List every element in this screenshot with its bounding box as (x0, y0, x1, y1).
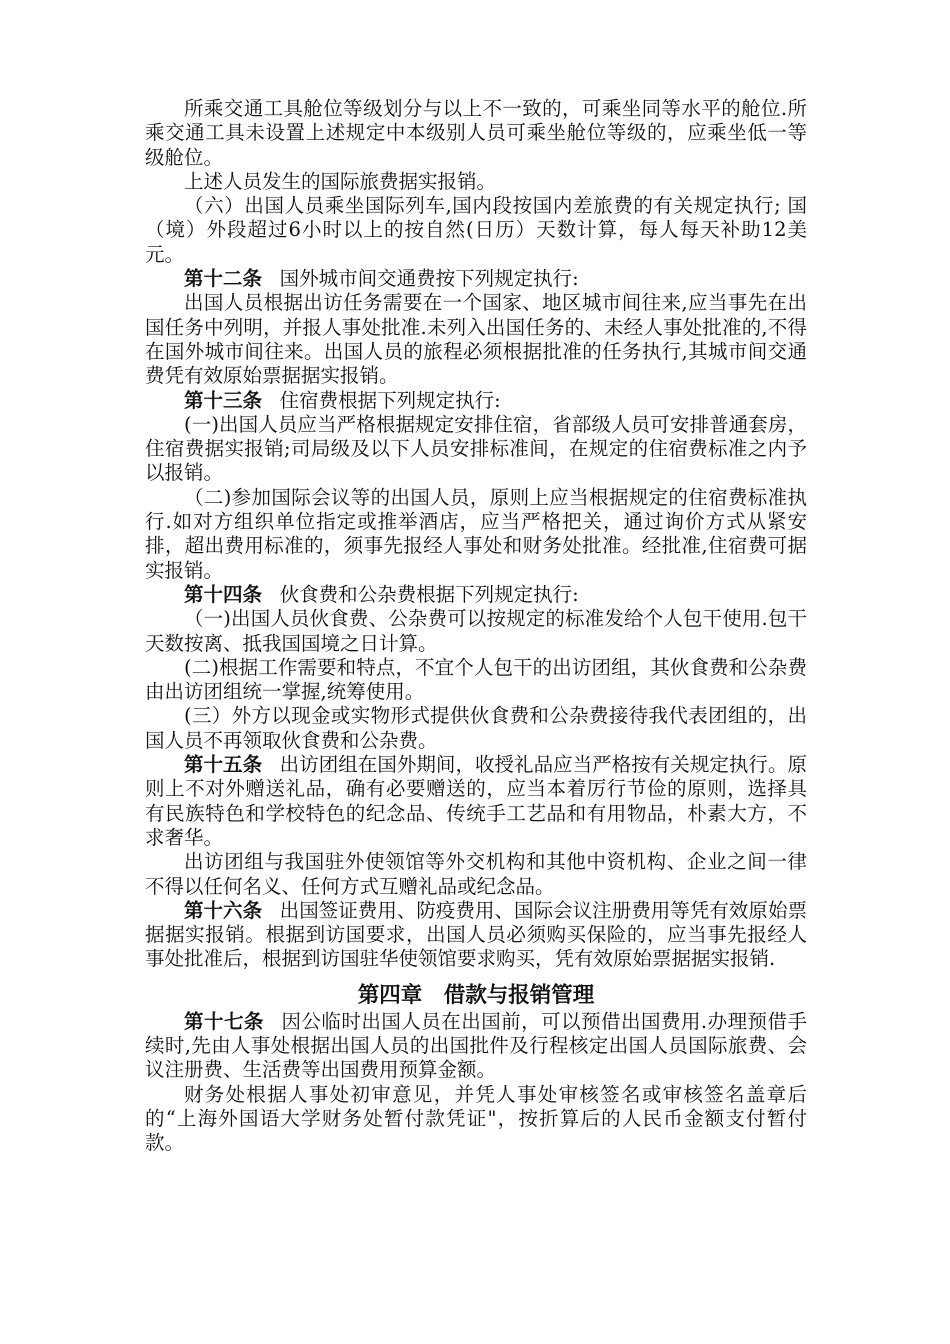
paragraph-reimburse: 上述人员发生的国际旅费据实报销。 (184, 169, 497, 193)
article-12 (145, 267, 807, 291)
article-14-paragraph-3: (三）外方以现金或实物形式提供伙食费和公杂费接待我代表团组的，出国人员不再领取伙食费和公杂费。 (145, 704, 807, 752)
article-16 (145, 899, 807, 972)
paragraph-cabin-class: 所乘交通工具舱位等级划分与以上不一致的，可乘坐同等水平的舱位.所乘交通工具未设置上述规定中本级别人员可乘坐舱位等级的，应乘坐低一等级舱位。 (145, 97, 807, 169)
article-14-text: 伙食费和公杂费根据下列规定执行: (279, 582, 579, 606)
article-14-label: 第十四条 (184, 582, 263, 606)
article-14-paragraph-1: （一)出国人员伙食费、公杂费可以按规定的标准发给个人包干使用.包干天数按离、抵我国国境之日计算。 (145, 607, 807, 655)
article-12-text: 国外城市间交通费按下列规定执行: (279, 267, 579, 291)
document-page (145, 97, 807, 1155)
paragraph-train: （六）出国人员乘坐国际列车,国内段按国内差旅费的有关规定执行; 国（境）外段超过6小时以上的按自然(日历）天数计算，每人每天补助12美元。 (145, 194, 807, 266)
article-13-paragraph-2: （二)参加国际会议等的出国人员，原则上应当根据规定的住宿费标准执行.如对方组织单位指定或推举酒店，应当严格把关，通过询价方式从紧安排，超出费用标准的，须事先报经人事处和财务处批准。经批准,住宿费可据实报销。 (145, 485, 807, 582)
article-15-paragraph-1: 出访团组与我国驻外使领馆等外交机构和其他中资机构、企业之间一律不得以任何名义、任何方式互赠礼品或纪念品。 (145, 850, 807, 898)
chapter-4-title: 第四章 借款与报销管理 (357, 982, 595, 1008)
article-13-label: 第十三条 (184, 388, 263, 412)
article-14 (145, 583, 807, 607)
article-12-paragraph-1: 出国人员根据出访任务需要在一个国家、地区城市间往来,应当事先在出国任务中列明，并报人事处批准.未列入出国任务的、未经人事处批准的,不得在国外城市间往来。出国人员的旅程必须根据批准的任务执行,其城市间交通费凭有效原始票据据实报销。 (145, 291, 807, 388)
article-15-label: 第十五条 (184, 753, 263, 777)
article-12-label: 第十二条 (184, 267, 263, 291)
article-15-text: 出访团组在国外期间，收授礼品应当严格按有关规定执行。原则上不对外赠送礼品，确有必要赠送的，应当本着厉行节俭的原则，选择具有民族特色和学校特色的纪念品、传统手工艺品和有用物品，朴素大方，不求奢华。 (145, 753, 807, 849)
article-13-paragraph-1: (一)出国人员应当严格根据规定安排住宿，省部级人员可安排普通套房，住宿费据实报销;司局级及以下人员安排标准间，在规定的住宿费标准之内予以报销。 (145, 412, 807, 485)
article-15 (145, 753, 807, 850)
article-14-paragraph-2: (二)根据工作需要和特点，不宜个人包干的出访团组，其伙食费和公杂费由出访团组统一掌握,统筹使用。 (145, 655, 807, 704)
article-17-label: 第十七条 (184, 1009, 264, 1033)
article-17 (145, 1010, 807, 1083)
article-13-text: 住宿费根据下列规定执行: (279, 388, 501, 412)
article-17-text: 因公临时出国人员在出国前，可以预借出国费用.办理预借手续时,先由人事处根据出国人员的出国批件及行程核定出国人员国际旅费、会议注册费、生活费等出国费用预算金额。 (145, 1009, 807, 1082)
article-17-paragraph-1: 财务处根据人事处初审意见，并凭人事处审核签名或审核签名盖章后的“上海外国语大学财务处暂付款凭证"，按折算后的人民币金额支付暂付款。 (145, 1082, 807, 1155)
article-16-text: 出国签证费用、防疫费用、国际会议注册费用等凭有效原始票据据实报销。根据到访国要求，出国人员必须购买保险的，应当事先报经人事处批准后，根据到访国驻华使领馆要求购买，凭有效原始票据据实报销. (145, 898, 807, 971)
article-13 (145, 389, 807, 413)
article-16-label: 第十六条 (184, 898, 263, 922)
